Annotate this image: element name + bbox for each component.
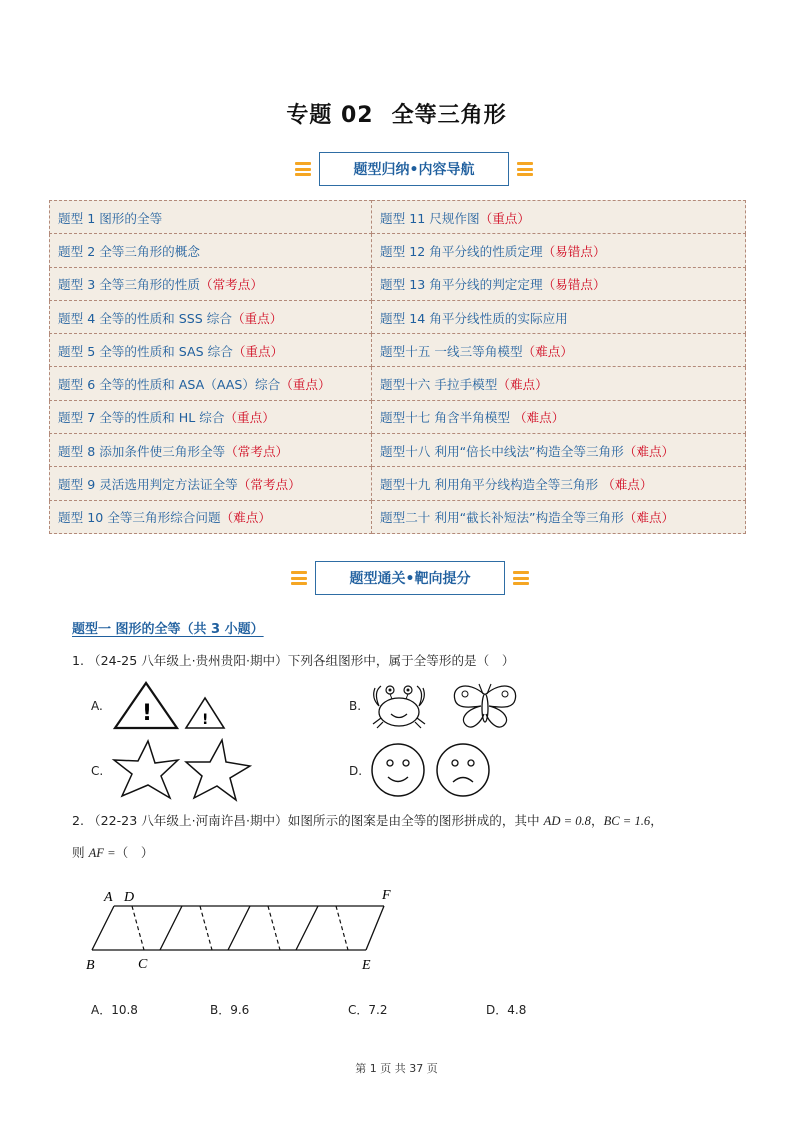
label-a: A xyxy=(104,890,113,905)
page-footer: 第 1 页 共 37 页 xyxy=(355,1062,438,1075)
q2-paren: （ ） xyxy=(115,845,154,860)
label-f: F xyxy=(382,888,391,903)
nav-item-label: 题型 14 角平分线性质的实际应用 xyxy=(380,310,568,326)
q2-answer-c[interactable]: C．7.2 xyxy=(348,1003,388,1017)
nav-item-tag: （难点） xyxy=(522,343,573,359)
nav-item-label: 题型十五 一线三等角模型 xyxy=(380,343,523,359)
nav-item-label: 题型 7 全等的性质和 HL 综合 xyxy=(58,410,225,426)
q1-option-b-label[interactable]: B. xyxy=(349,699,362,713)
nav-item-tag: （难点） xyxy=(602,477,653,493)
nav-item-label: 题型 9 灵活选用判定方法证全等 xyxy=(58,477,238,493)
nav-banner xyxy=(295,152,533,186)
nav-item-label: 题型 13 角平分线的判定定理 xyxy=(380,277,543,293)
nav-row xyxy=(50,334,746,367)
q1-option-c-figure xyxy=(110,738,255,802)
nav-row xyxy=(50,434,746,467)
label-c: C xyxy=(138,957,148,972)
nav-item-label: 题型 8 添加条件使三角形全等 xyxy=(58,443,226,459)
nav-row xyxy=(50,300,746,333)
decor-bars-icon xyxy=(295,162,311,176)
nav-item[interactable] xyxy=(50,300,372,333)
title-main: 全等三角形 xyxy=(391,103,507,128)
nav-row xyxy=(50,467,746,500)
nav-item-label: 题型 10 全等三角形综合问题 xyxy=(58,510,221,526)
label-e: E xyxy=(362,958,371,973)
q2-answer-a[interactable]: A．10.8 xyxy=(91,1003,138,1017)
q1-option-a-label[interactable]: A. xyxy=(91,699,103,713)
nav-item-tag: （重点） xyxy=(231,310,283,326)
practice-banner xyxy=(291,561,529,595)
nav-item-tag: （难点） xyxy=(497,377,548,393)
nav-item-tag: （重点） xyxy=(232,343,284,359)
nav-item[interactable] xyxy=(50,201,372,234)
q2-then-text: 则 xyxy=(72,845,89,860)
q1-option-d-label[interactable]: D. xyxy=(349,764,363,778)
nav-row xyxy=(50,367,746,400)
nav-item-tag: （难点） xyxy=(513,410,565,426)
nav-item-tag: （难点） xyxy=(220,510,271,526)
svg-text:!: ! xyxy=(202,712,209,728)
nav-item-label: 题型 3 全等三角形的性质 xyxy=(58,277,200,293)
nav-item-label: 题型 4 全等的性质和 SSS 综合 xyxy=(58,310,232,326)
q2-separator: ， xyxy=(590,813,604,828)
nav-item[interactable] xyxy=(50,500,372,533)
q2-answer-d[interactable]: D．4.8 xyxy=(486,1003,527,1017)
nav-item-tag: （重点） xyxy=(280,377,331,393)
question-2-stem xyxy=(72,810,663,829)
nav-item[interactable] xyxy=(50,400,372,433)
nav-item[interactable] xyxy=(372,234,746,267)
decor-bars-icon xyxy=(291,571,307,585)
nav-item[interactable] xyxy=(50,367,372,400)
q2-ad-value: AD = 0.8 xyxy=(543,814,591,828)
nav-item[interactable] xyxy=(372,367,746,400)
nav-item-tag: （重点） xyxy=(479,210,530,226)
nav-item[interactable] xyxy=(372,201,746,234)
q2-af-expr: AF = xyxy=(88,846,116,860)
nav-item-tag: （难点） xyxy=(623,510,675,526)
nav-item[interactable] xyxy=(50,467,372,500)
nav-item-tag: （易错点） xyxy=(542,277,606,293)
q2-end-punct: ， xyxy=(650,813,663,828)
nav-item[interactable] xyxy=(50,434,372,467)
label-d: D xyxy=(124,890,135,905)
nav-item-label: 题型十八 利用“倍长中线法”构造全等三角形 xyxy=(380,443,624,459)
nav-item[interactable] xyxy=(372,500,746,533)
q1-option-a-figure xyxy=(112,680,227,732)
nav-item-label: 题型 1 图形的全等 xyxy=(58,210,163,226)
nav-item[interactable] xyxy=(372,334,746,367)
nav-item-label: 题型十六 手拉手模型 xyxy=(380,377,498,393)
svg-text:!: ! xyxy=(142,701,153,726)
nav-item-label: 题型十九 利用角平分线构造全等三角形 xyxy=(380,477,603,493)
nav-item-label: 题型 11 尺规作图 xyxy=(380,210,480,226)
nav-item-tag: （重点） xyxy=(224,410,275,426)
nav-row xyxy=(50,267,746,300)
topic-nav-table xyxy=(49,200,746,534)
nav-item-tag: （易错点） xyxy=(542,243,606,259)
nav-item[interactable] xyxy=(50,267,372,300)
nav-banner-label: 题型归纳•内容导航 xyxy=(319,152,509,186)
nav-item-label: 题型十七 角含半角模型 xyxy=(380,410,514,426)
nav-item-label: 题型 12 角平分线的性质定理 xyxy=(380,243,543,259)
q2-bc-value: BC = 1.6 xyxy=(603,814,651,828)
nav-item[interactable] xyxy=(372,434,746,467)
question-2-stem-line2 xyxy=(72,842,153,861)
nav-item-tag: （常考点） xyxy=(225,443,289,459)
nav-row xyxy=(50,400,746,433)
nav-row xyxy=(50,234,746,267)
section-title: 题型一 图形的全等（共 3 小题） xyxy=(72,622,264,637)
nav-item-tag: （难点） xyxy=(623,443,675,459)
nav-item[interactable] xyxy=(372,467,746,500)
nav-item-label: 题型 6 全等的性质和 ASA（AAS）综合 xyxy=(58,377,281,393)
nav-row xyxy=(50,201,746,234)
q1-option-c-label[interactable]: C. xyxy=(91,764,104,778)
page-title xyxy=(0,98,793,129)
nav-item-label: 题型 2 全等三角形的概念 xyxy=(58,243,200,259)
title-prefix: 专题 02 xyxy=(286,103,374,128)
question-1-stem: 1. （24-25 八年级上·贵州贵阳·期中）下列各组图形中，属于全等形的是（ ） xyxy=(72,653,515,668)
decor-bars-icon xyxy=(513,571,529,585)
q1-option-d-figure xyxy=(370,742,495,798)
q2-answer-b[interactable]: B．9.6 xyxy=(210,1003,250,1017)
nav-row xyxy=(50,500,746,533)
label-b: B xyxy=(86,958,95,973)
nav-item[interactable] xyxy=(372,400,746,433)
practice-banner-label: 题型通关•靶向提分 xyxy=(315,561,505,595)
nav-item-tag: （常考点） xyxy=(199,277,263,293)
q1-option-b-figure xyxy=(369,680,519,732)
nav-item-tag: （常考点） xyxy=(237,477,301,493)
nav-item-label: 题型二十 利用“截长补短法”构造全等三角形 xyxy=(380,510,624,526)
nav-item-label: 题型 5 全等的性质和 SAS 综合 xyxy=(58,343,233,359)
q2-stem-text: 2. （22-23 八年级上·河南许昌·期中）如图所示的图案是由全等的图形拼成的，其中 xyxy=(72,813,544,828)
nav-item[interactable] xyxy=(372,267,746,300)
nav-item[interactable] xyxy=(50,334,372,367)
nav-item[interactable] xyxy=(50,234,372,267)
q2-figure xyxy=(80,882,400,974)
decor-bars-icon xyxy=(517,162,533,176)
nav-item[interactable] xyxy=(372,300,746,333)
